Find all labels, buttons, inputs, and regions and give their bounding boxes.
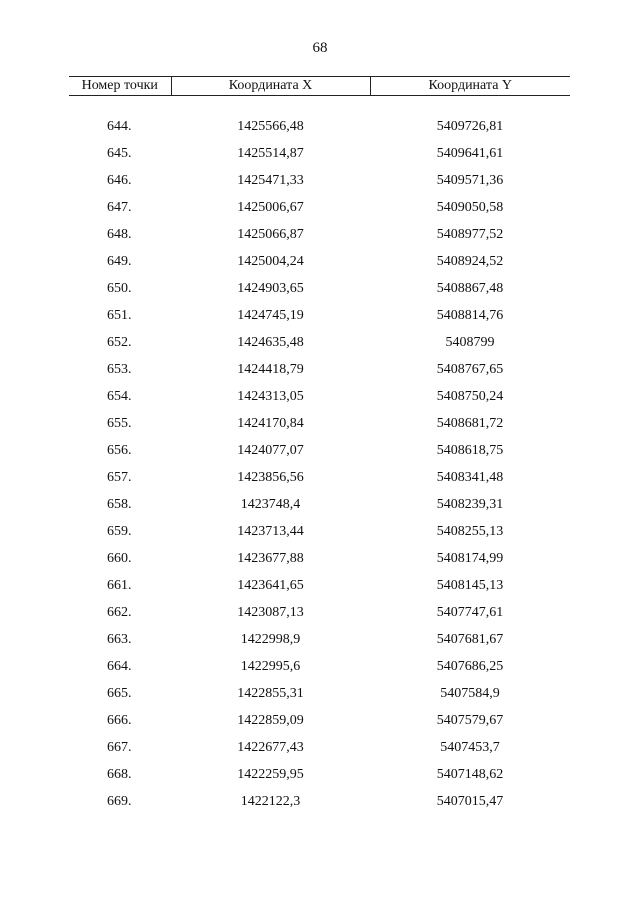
cell-coordinate-x: 1425566,48 (237, 119, 304, 134)
table-row (69, 680, 570, 707)
cell-coordinate-x: 1425471,33 (237, 173, 304, 188)
cell-coordinate-y: 5407015,47 (436, 794, 504, 809)
cell-point-number: 644. (107, 119, 132, 134)
cell-coordinate-x: 1423087,13 (237, 605, 304, 620)
cell-coordinate-y: 5408767,65 (436, 362, 504, 377)
table-row (69, 329, 570, 356)
cell-coordinate-y: 5408924,52 (436, 254, 504, 269)
cell-coordinate-y: 5408618,75 (436, 443, 504, 458)
cell-point-number: 663. (107, 632, 132, 647)
cell-coordinate-y: 5408145,13 (436, 578, 504, 593)
cell-coordinate-y: 5408977,52 (436, 227, 504, 242)
cell-point-number: 661. (107, 578, 132, 593)
table-row (69, 518, 570, 545)
table-row (69, 761, 570, 788)
cell-point-number: 651. (107, 308, 132, 323)
table-row (69, 707, 570, 734)
cell-coordinate-x: 1422859,09 (237, 713, 304, 728)
table-row (69, 464, 570, 491)
cell-coordinate-x: 1422998,9 (240, 632, 301, 647)
table-row (69, 302, 570, 329)
cell-coordinate-x: 1422855,31 (237, 686, 304, 701)
cell-coordinate-y: 5408341,48 (436, 470, 504, 485)
cell-coordinate-x: 1423677,88 (237, 551, 304, 566)
cell-point-number: 652. (107, 335, 132, 350)
page-number: 68 (312, 40, 328, 56)
header-coordinate-x: Координата X (171, 77, 370, 96)
cell-coordinate-y: 5407686,25 (436, 659, 504, 674)
cell-coordinate-x: 1424313,05 (237, 389, 304, 404)
cell-point-number: 658. (107, 497, 132, 512)
table-row (69, 167, 570, 194)
cell-coordinate-x: 1424170,84 (237, 416, 304, 431)
table-row (69, 572, 570, 599)
table-row (69, 356, 570, 383)
cell-coordinate-x: 1425006,67 (237, 200, 304, 215)
cell-coordinate-x: 1423856,56 (237, 470, 304, 485)
cell-coordinate-y: 5407579,67 (436, 713, 504, 728)
cell-point-number: 669. (107, 794, 132, 809)
cell-coordinate-x: 1423748,4 (240, 497, 301, 512)
coordinates-table (69, 76, 570, 815)
cell-point-number: 666. (107, 713, 132, 728)
cell-coordinate-x: 1424077,07 (237, 443, 304, 458)
cell-point-number: 668. (107, 767, 132, 782)
table-row (69, 734, 570, 761)
cell-point-number: 654. (107, 389, 132, 404)
table-row (69, 248, 570, 275)
cell-point-number: 667. (107, 740, 132, 755)
table-row (69, 788, 570, 815)
cell-coordinate-y: 5408255,13 (436, 524, 504, 539)
cell-coordinate-y: 5408750,24 (436, 389, 504, 404)
table-row (69, 113, 570, 140)
cell-point-number: 664. (107, 659, 132, 674)
table-row (69, 194, 570, 221)
cell-coordinate-x: 1423713,44 (237, 524, 304, 539)
cell-coordinate-y: 5409050,58 (436, 200, 504, 215)
table-row (69, 221, 570, 248)
table-row (69, 545, 570, 572)
header-point-number: Номер точки (69, 77, 171, 96)
table-row (69, 653, 570, 680)
cell-point-number: 646. (107, 173, 132, 188)
table-row (69, 626, 570, 653)
cell-coordinate-y: 5408799 (445, 335, 495, 350)
cell-coordinate-x: 1425514,87 (237, 146, 304, 161)
cell-coordinate-x: 1424635,48 (237, 335, 304, 350)
cell-coordinate-y: 5408867,48 (436, 281, 504, 296)
cell-coordinate-x: 1422677,43 (237, 740, 304, 755)
table-row (69, 599, 570, 626)
cell-point-number: 653. (107, 362, 132, 377)
header-coordinate-y: Координата Y (370, 77, 570, 96)
cell-coordinate-y: 5408239,31 (436, 497, 504, 512)
cell-coordinate-y: 5407453,7 (440, 740, 500, 755)
cell-point-number: 659. (107, 524, 132, 539)
cell-point-number: 660. (107, 551, 132, 566)
cell-coordinate-x: 1423641,65 (237, 578, 304, 593)
cell-point-number: 647. (107, 200, 132, 215)
cell-coordinate-x: 1424745,19 (237, 308, 304, 323)
table-header (69, 77, 570, 96)
table-row (69, 491, 570, 518)
cell-point-number: 665. (107, 686, 132, 701)
cell-point-number: 655. (107, 416, 132, 431)
cell-coordinate-x: 1424418,79 (237, 362, 304, 377)
cell-coordinate-x: 1425004,24 (237, 254, 304, 269)
cell-coordinate-x: 1425066,87 (237, 227, 304, 242)
cell-coordinate-y: 5409571,36 (436, 173, 504, 188)
cell-point-number: 650. (107, 281, 132, 296)
table-body (69, 96, 570, 816)
table-row (69, 275, 570, 302)
cell-coordinate-x: 1422995,6 (240, 659, 301, 674)
cell-point-number: 649. (107, 254, 132, 269)
cell-coordinate-y: 5408681,72 (436, 416, 504, 431)
cell-coordinate-x: 1422122,3 (240, 794, 301, 809)
cell-point-number: 662. (107, 605, 132, 620)
cell-point-number: 657. (107, 470, 132, 485)
cell-coordinate-y: 5407681,67 (436, 632, 504, 647)
cell-coordinate-y: 5407148,62 (436, 767, 504, 782)
cell-point-number: 648. (107, 227, 132, 242)
cell-coordinate-y: 5407747,61 (436, 605, 504, 620)
cell-coordinate-y: 5408174,99 (436, 551, 504, 566)
table-row (69, 140, 570, 167)
cell-coordinate-y: 5407584,9 (440, 686, 500, 701)
cell-coordinate-y: 5409726,81 (436, 119, 504, 134)
cell-point-number: 645. (107, 146, 132, 161)
cell-coordinate-x: 1422259,95 (237, 767, 304, 782)
table-row (69, 383, 570, 410)
cell-coordinate-y: 5408814,76 (436, 308, 504, 323)
table-row (69, 437, 570, 464)
cell-point-number: 656. (107, 443, 132, 458)
cell-coordinate-y: 5409641,61 (436, 146, 504, 161)
cell-coordinate-x: 1424903,65 (237, 281, 304, 296)
table-row (69, 410, 570, 437)
